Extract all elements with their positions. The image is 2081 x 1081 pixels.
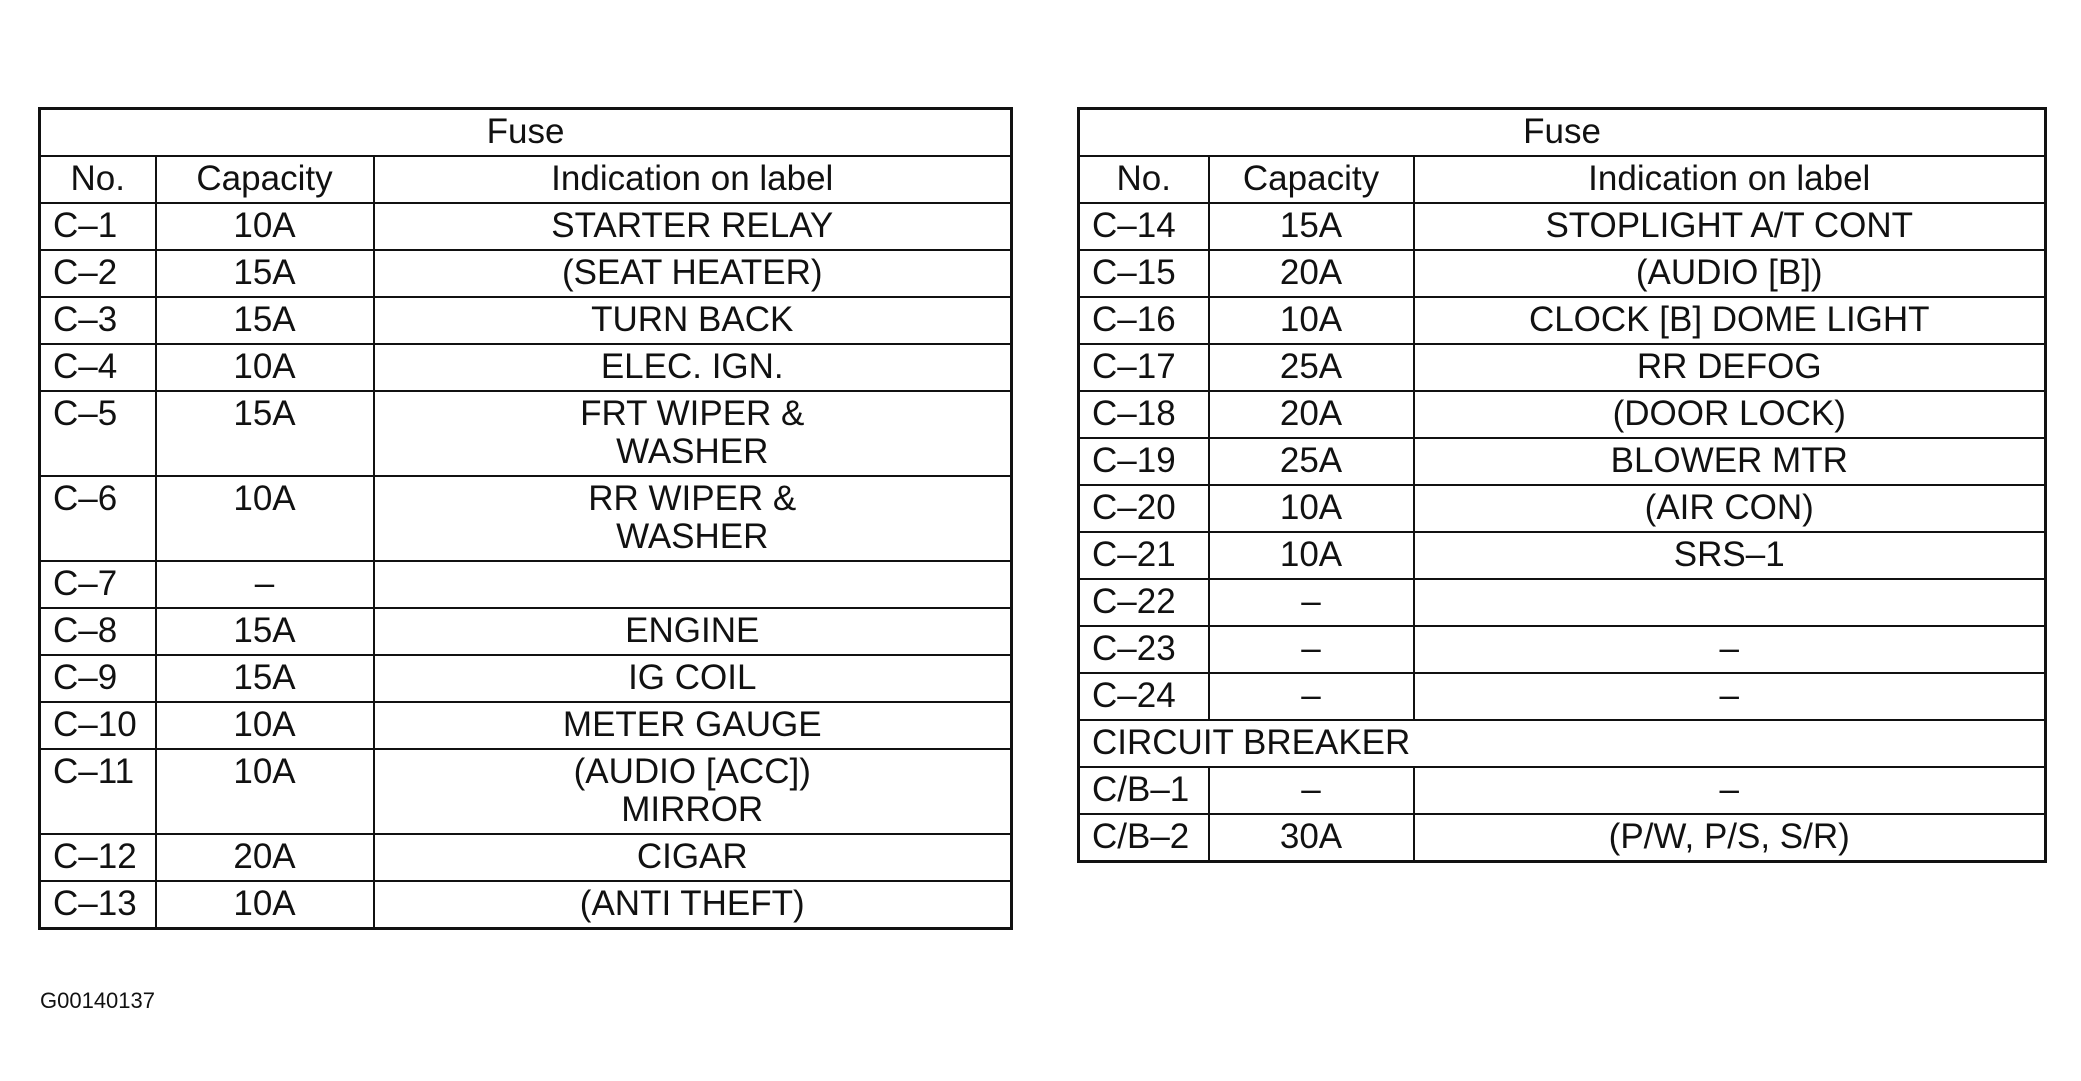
- label-cell: [374, 561, 1012, 608]
- table-title-row: [1079, 109, 2046, 157]
- capacity-cell: 15A: [156, 608, 374, 655]
- fuse-number-cell: C–24: [1079, 673, 1209, 720]
- column-header-capacity: Capacity: [1209, 156, 1414, 203]
- label-cell: –: [1414, 673, 2046, 720]
- table-row: [1079, 626, 2046, 673]
- table-row: [40, 297, 1012, 344]
- table-row: [40, 655, 1012, 702]
- capacity-cell: 10A: [156, 702, 374, 749]
- fuse-number-cell: C–1: [40, 203, 156, 250]
- label-cell: FRT WIPER & WASHER: [374, 391, 1012, 476]
- table-row: [40, 702, 1012, 749]
- table-title: Fuse: [40, 109, 1012, 157]
- table-row: [1079, 485, 2046, 532]
- table-row: [40, 608, 1012, 655]
- table-row: [1079, 532, 2046, 579]
- table-row: [1079, 767, 2046, 814]
- capacity-cell: 20A: [156, 834, 374, 881]
- capacity-cell: –: [1209, 767, 1414, 814]
- table-header-row: [40, 156, 1012, 203]
- table-body: [40, 203, 1012, 929]
- column-header-label: Indication on label: [374, 156, 1012, 203]
- label-cell: STOPLIGHT A/T CONT: [1414, 203, 2046, 250]
- fuse-number-cell: C–3: [40, 297, 156, 344]
- capacity-cell: 30A: [1209, 814, 1414, 862]
- label-cell: (AUDIO [ACC]) MIRROR: [374, 749, 1012, 834]
- label-cell: (AUDIO [B]): [1414, 250, 2046, 297]
- capacity-cell: 10A: [156, 476, 374, 561]
- fuse-number-cell: C–23: [1079, 626, 1209, 673]
- capacity-cell: 25A: [1209, 344, 1414, 391]
- label-cell: TURN BACK: [374, 297, 1012, 344]
- circuit-breaker-heading: CIRCUIT BREAKER: [1079, 720, 2046, 767]
- label-cell: ENGINE: [374, 608, 1012, 655]
- capacity-cell: –: [156, 561, 374, 608]
- table-row: [40, 203, 1012, 250]
- capacity-cell: 20A: [1209, 250, 1414, 297]
- label-cell: ELEC. IGN.: [374, 344, 1012, 391]
- table-header-row: [1079, 156, 2046, 203]
- label-cell: [1414, 579, 2046, 626]
- fuse-number-cell: C–13: [40, 881, 156, 929]
- fuse-number-cell: C–9: [40, 655, 156, 702]
- capacity-cell: 15A: [156, 297, 374, 344]
- table-body: [1079, 203, 2046, 720]
- table-title: Fuse: [1079, 109, 2046, 157]
- table-row: [40, 561, 1012, 608]
- table-row: [40, 391, 1012, 476]
- table-row: [1079, 579, 2046, 626]
- table-row: [1079, 250, 2046, 297]
- label-cell: (DOOR LOCK): [1414, 391, 2046, 438]
- table-row: [40, 749, 1012, 834]
- label-cell: (AIR CON): [1414, 485, 2046, 532]
- capacity-cell: –: [1209, 626, 1414, 673]
- table-row: [40, 476, 1012, 561]
- fuse-number-cell: C/B–1: [1079, 767, 1209, 814]
- fuse-number-cell: C–7: [40, 561, 156, 608]
- table-row: [1079, 438, 2046, 485]
- capacity-cell: 10A: [1209, 485, 1414, 532]
- fuse-number-cell: C–16: [1079, 297, 1209, 344]
- label-cell: SRS–1: [1414, 532, 2046, 579]
- fuse-number-cell: C–11: [40, 749, 156, 834]
- section-row: [1079, 720, 2046, 767]
- fuse-table-left: [38, 107, 1013, 930]
- fuse-number-cell: C–19: [1079, 438, 1209, 485]
- label-cell: (SEAT HEATER): [374, 250, 1012, 297]
- label-cell: IG COIL: [374, 655, 1012, 702]
- label-cell: (ANTI THEFT): [374, 881, 1012, 929]
- fuse-table-right: [1077, 107, 2047, 863]
- capacity-cell: 10A: [1209, 297, 1414, 344]
- fuse-number-cell: C–21: [1079, 532, 1209, 579]
- capacity-cell: 10A: [156, 881, 374, 929]
- table-row: [1079, 814, 2046, 862]
- capacity-cell: 25A: [1209, 438, 1414, 485]
- capacity-cell: 15A: [1209, 203, 1414, 250]
- column-header-no: No.: [40, 156, 156, 203]
- table-row: [1079, 344, 2046, 391]
- label-cell: CIGAR: [374, 834, 1012, 881]
- capacity-cell: 10A: [156, 203, 374, 250]
- label-cell: METER GAUGE: [374, 702, 1012, 749]
- table-title-row: [40, 109, 1012, 157]
- fuse-number-cell: C–12: [40, 834, 156, 881]
- column-header-no: No.: [1079, 156, 1209, 203]
- fuse-number-cell: C–17: [1079, 344, 1209, 391]
- label-cell: CLOCK [B] DOME LIGHT: [1414, 297, 2046, 344]
- capacity-cell: 10A: [156, 344, 374, 391]
- table-row: [1079, 391, 2046, 438]
- capacity-cell: 10A: [1209, 532, 1414, 579]
- capacity-cell: 15A: [156, 655, 374, 702]
- figure-code: G00140137: [40, 988, 155, 1013]
- label-cell: –: [1414, 626, 2046, 673]
- fuse-number-cell: C–2: [40, 250, 156, 297]
- fuse-number-cell: C–18: [1079, 391, 1209, 438]
- label-cell: (P/W, P/S, S/R): [1414, 814, 2046, 862]
- table-row: [40, 881, 1012, 929]
- label-cell: STARTER RELAY: [374, 203, 1012, 250]
- fuse-number-cell: C–20: [1079, 485, 1209, 532]
- label-cell: RR WIPER & WASHER: [374, 476, 1012, 561]
- fuse-number-cell: C–5: [40, 391, 156, 476]
- capacity-cell: 15A: [156, 391, 374, 476]
- fuse-number-cell: C–10: [40, 702, 156, 749]
- fuse-number-cell: C/B–2: [1079, 814, 1209, 862]
- fuse-number-cell: C–6: [40, 476, 156, 561]
- capacity-cell: 20A: [1209, 391, 1414, 438]
- label-cell: RR DEFOG: [1414, 344, 2046, 391]
- table-row: [40, 344, 1012, 391]
- label-cell: BLOWER MTR: [1414, 438, 2046, 485]
- breaker-table-body: [1079, 767, 2046, 862]
- fuse-number-cell: C–4: [40, 344, 156, 391]
- column-header-label: Indication on label: [1414, 156, 2046, 203]
- capacity-cell: –: [1209, 579, 1414, 626]
- capacity-cell: 10A: [156, 749, 374, 834]
- table-row: [1079, 203, 2046, 250]
- table-row: [1079, 297, 2046, 344]
- fuse-number-cell: C–15: [1079, 250, 1209, 297]
- table-row: [1079, 673, 2046, 720]
- fuse-number-cell: C–8: [40, 608, 156, 655]
- label-cell: –: [1414, 767, 2046, 814]
- fuse-number-cell: C–14: [1079, 203, 1209, 250]
- table-row: [40, 834, 1012, 881]
- fuse-number-cell: C–22: [1079, 579, 1209, 626]
- table-row: [40, 250, 1012, 297]
- capacity-cell: –: [1209, 673, 1414, 720]
- column-header-capacity: Capacity: [156, 156, 374, 203]
- capacity-cell: 15A: [156, 250, 374, 297]
